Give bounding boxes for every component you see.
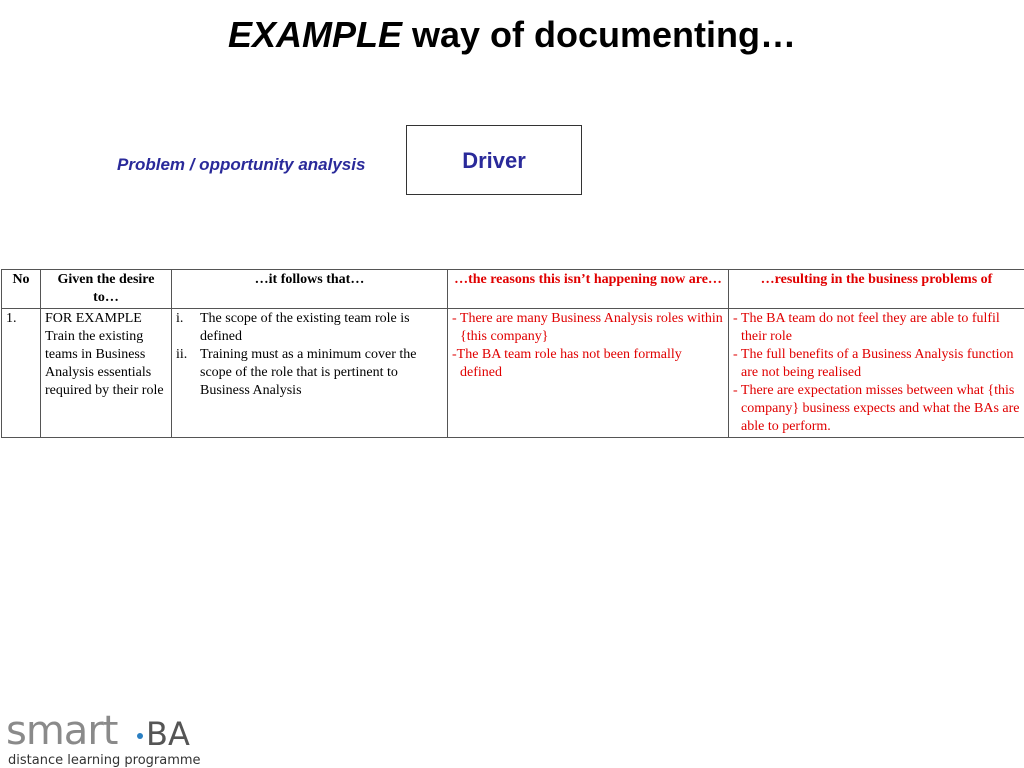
cell-given: FOR EXAMPLE Train the existing teams in Business Analysis essentials required by their role [41, 309, 172, 438]
cell-follows [172, 309, 448, 438]
logo-ba-text: BA [146, 715, 190, 753]
problem-item: - The BA team do not feel they are able to fulfil their role [733, 311, 1000, 344]
follows-item [176, 346, 443, 400]
header-problems: …resulting in the business problems of [729, 270, 1024, 309]
slide-title-emphasis: EXAMPLE [227, 14, 402, 55]
follows-item-number: i. [176, 311, 184, 326]
cell-problems [729, 309, 1024, 438]
smartba-logo [6, 708, 206, 768]
logo-tagline: distance learning programme [8, 753, 201, 768]
driver-label: Driver [462, 148, 526, 173]
header-no: No [2, 270, 41, 309]
header-reasons: …the reasons this isn’t happening now are… [448, 270, 729, 309]
header-given: Given the desire to… [41, 270, 172, 309]
cell-no: 1. [2, 309, 41, 438]
logo-smart-text: smart [6, 708, 118, 754]
slide-title [0, 14, 1024, 56]
analysis-subtitle: Problem / opportunity analysis [117, 155, 366, 174]
slide-title-rest: way of documenting… [402, 14, 797, 55]
logo-dot [137, 733, 143, 739]
follows-item-text: The scope of the existing team role is defined [200, 311, 410, 344]
analysis-table [1, 269, 1024, 438]
problem-item: - There are expectation misses between what {this company} business expects and what the BAs are able to perform. [733, 383, 1020, 434]
reason-item: - There are many Business Analysis roles within {this company} [452, 311, 723, 344]
follows-item-text: Training must as a minimum cover the scope of the role that is pertinent to Business Analysis [200, 347, 417, 398]
follows-item [176, 310, 443, 346]
table-header-row [2, 270, 1024, 309]
follows-item-number: ii. [176, 347, 188, 362]
driver-box [406, 125, 582, 195]
table-row [2, 309, 1024, 438]
problem-item: - The full benefits of a Business Analysis function are not being realised [733, 347, 1014, 380]
cell-reasons [448, 309, 729, 438]
reason-item: -The BA team role has not been formally defined [452, 347, 682, 380]
header-follows: …it follows that… [172, 270, 448, 309]
